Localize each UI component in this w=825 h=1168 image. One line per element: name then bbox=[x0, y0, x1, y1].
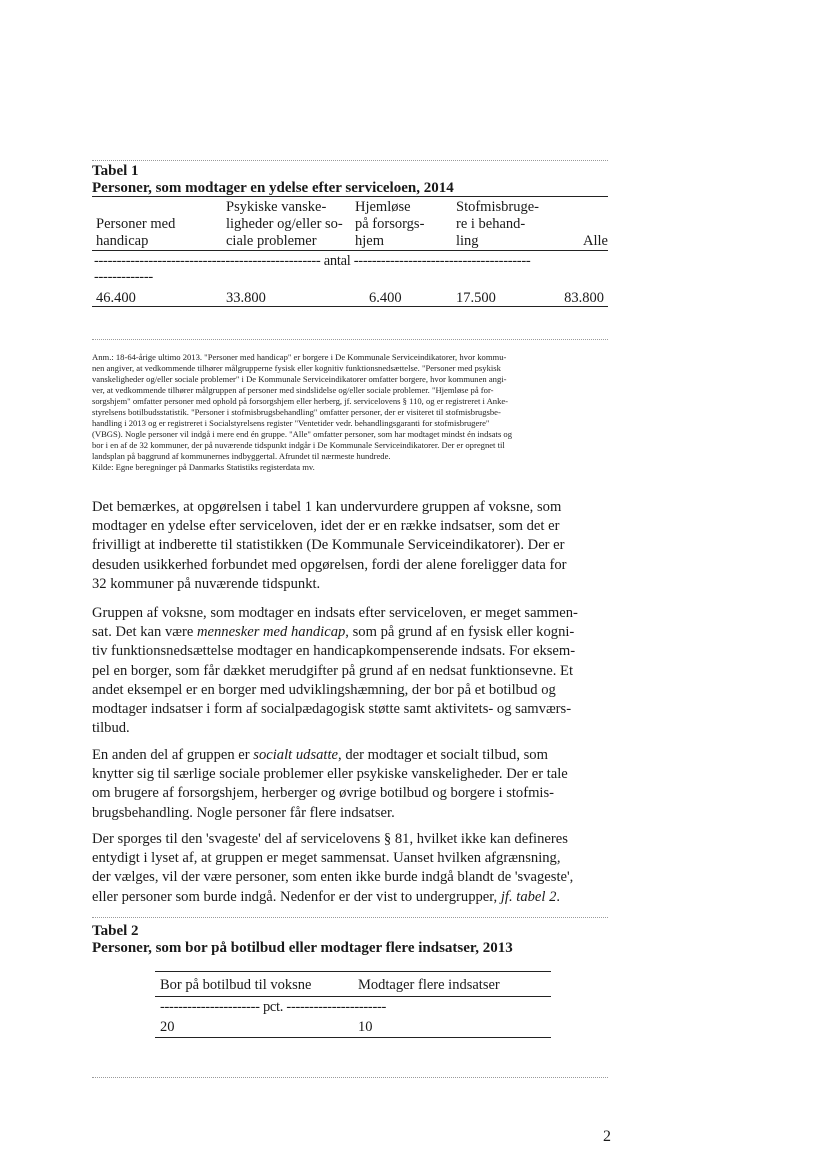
paragraph-2: Gruppen af voksne, som modtager en indsats efter serviceloven, er meget sammen- sat. Det kan være mennesker med handicap, som på grund af en fysisk eller kogni- tiv funktionsnedsættelse modtager en handicapkompenserende indsats. For eksem- pel en borger, som får dækket merudgifter på grund af en nedsat funktionsevne. Et andet eksempel er en borger med udviklingshæmning, der bor på et botilbud og modtager indsatser i form af socialpædagogisk støtte samt aktivitets- og samværs- tilbud. bbox=[92, 605, 578, 737]
table1-header-col5: Alle bbox=[583, 233, 608, 249]
table1-value-hjemlose: 6.400 bbox=[369, 290, 402, 306]
table2-top-rule bbox=[155, 971, 551, 972]
emphasis-socialt-udsatte: socialt udsatte bbox=[253, 747, 339, 763]
emphasis-handicap: mennesker med handicap bbox=[196, 624, 346, 641]
table1-title: Personer, som modtager en ydelse efter serviceloen, 2014 bbox=[92, 180, 454, 196]
page-number: 2 bbox=[603, 1128, 611, 1145]
note-line: landsplan på baggrund af kommunernes indbyggertal. Afrundet til nærmeste hundrede. bbox=[92, 451, 391, 461]
note-line: styrelsens botilbudsstatistik. "Personer i stofmisbrugsbehandling" omfatter personer, der er visiteret til stofmisbrugsbe- bbox=[92, 407, 501, 417]
note-line: vanskeligheder og/eller sociale problemer" i De Kommunale Serviceindikatorer omfatter borgere, hvor kommunen angi- bbox=[92, 374, 507, 384]
table2-bottom-rule bbox=[155, 1037, 551, 1038]
table1-value-handicap: 46.400 bbox=[96, 290, 136, 306]
top-dotted-rule bbox=[92, 160, 608, 161]
note-line: ver, at vedkommende tilhører målgruppen af personer med sindslidelse og/eller sociale problemer. "Hjemløse på for- bbox=[92, 385, 494, 395]
table1-unit-line: -------------------------------------------------- antal --------------------------------------- bbox=[94, 253, 531, 269]
table1-header-col2: Psykiske vanske- ligheder og/eller so- ciale problemer bbox=[226, 199, 343, 249]
table1-top-rule bbox=[92, 196, 608, 197]
table1-value-alle: 83.800 bbox=[564, 290, 604, 306]
paragraph-4: Der sporges til den 'svageste' del af servicelovens § 81, hvilket ikke kan defineres entydigt i lyset af, at gruppen er meget sammensat. Uanset hvilken afgrænsning, der vælges, vil der være personer, som enten ikke burde indgå blandt de 'svageste', eller personer som burde indgå. Nedenfor er der vist to undergrupper, jf. tabel 2. bbox=[92, 831, 574, 905]
note-line: handling i 2013 og er registreret i Socialstyrelsens register "Ventetider vedr. behandlingsgaranti for stofmisbrugere" bbox=[92, 418, 490, 428]
table2-value-flere-indsatser: 10 bbox=[358, 1019, 373, 1035]
note-line: bor i en af de 32 kommuner, der på nuværende tidspunkt indgår i De Kommunale Serviceindikatorer. Der er opregnet til bbox=[92, 440, 505, 450]
table1-value-stofmisbrugere: 17.500 bbox=[456, 290, 496, 306]
emphasis-jf-tabel-2: jf. tabel 2 bbox=[500, 888, 557, 905]
note-line: sorgshjem" omfatter personer med ophold på forsorgshjem eller herberg, jf. servicelovens § 110, og er registreret i Anke- bbox=[92, 396, 509, 406]
bottom-dotted-rule bbox=[92, 1077, 608, 1078]
table2-value-botilbud: 20 bbox=[160, 1019, 175, 1035]
table1-dotted-rule bbox=[92, 339, 608, 340]
table2-header-flere-indsatser: Modtager flere indsatser bbox=[358, 977, 500, 993]
note-line: Anm.: 18-64-årige ultimo 2013. "Personer med handicap" er borgere i De Kommunale Serviceindikatorer, hvor kommu- bbox=[92, 352, 507, 362]
table1-header-col3: Hjemløse på forsorgs- hjem bbox=[355, 199, 425, 249]
note-line: (VBGS). Nogle personer vil indgå i mere end én gruppe. "Alle" omfatter personer, som har modtaget mindst én indsats og bbox=[92, 429, 513, 439]
table2-header-rule bbox=[155, 996, 551, 997]
table2-header-botilbud: Bor på botilbud til voksne bbox=[160, 977, 312, 993]
table1-label: Tabel 1 bbox=[92, 163, 139, 179]
table2-top-dotted-rule bbox=[92, 917, 608, 918]
note-line: nen angiver, at vedkommende tilhører målgrupperne fysisk eller kognitiv funktionsnedsættelse. "Personer med psykisk bbox=[92, 363, 501, 373]
table2-unit-line: ---------------------- pct. ---------------------- bbox=[160, 999, 387, 1015]
paragraph-1: Det bemærkes, at opgørelsen i tabel 1 kan undervurdere gruppen af voksne, som modtager en ydelse efter serviceloven, idet der er en række indsatser, som det er frivilligt at indberette til statistikken (De Kommunale Serviceindikatorer). Der er desuden usikkerhed forbundet med opgørelsen, fordi der alene foreligger data for 32 kommuner på nuværende tidspunkt. bbox=[92, 499, 567, 592]
table1-note bbox=[92, 352, 612, 473]
table1-unit-line-cont: ------------- bbox=[94, 269, 153, 285]
table1-header-rule bbox=[92, 250, 608, 251]
table1-header-col1: Personer med handicap bbox=[96, 216, 176, 249]
table2-title: Personer, som bor på botilbud eller modtager flere indsatser, 2013 bbox=[92, 940, 513, 956]
note-source: Kilde: Egne beregninger på Danmarks Statistiks registerdata mv. bbox=[92, 462, 315, 472]
table1-value-psykiske: 33.800 bbox=[226, 290, 266, 306]
table2-label: Tabel 2 bbox=[92, 923, 139, 939]
table1-header-col4: Stofmisbruge- re i behand- ling bbox=[456, 199, 539, 249]
paragraph-3: En anden del af gruppen er socialt udsatte, der modtager et socialt tilbud, som knytter sig til særlige sociale problemer eller psykiske vanskeligheder. Der er tale om brugere af forsorgshjem, herberger og øvrige botilbud og borgere i stofmis- brugsbehandling. Nogle personer får flere indsatser. bbox=[92, 747, 568, 821]
table1-bottom-rule bbox=[92, 306, 608, 307]
